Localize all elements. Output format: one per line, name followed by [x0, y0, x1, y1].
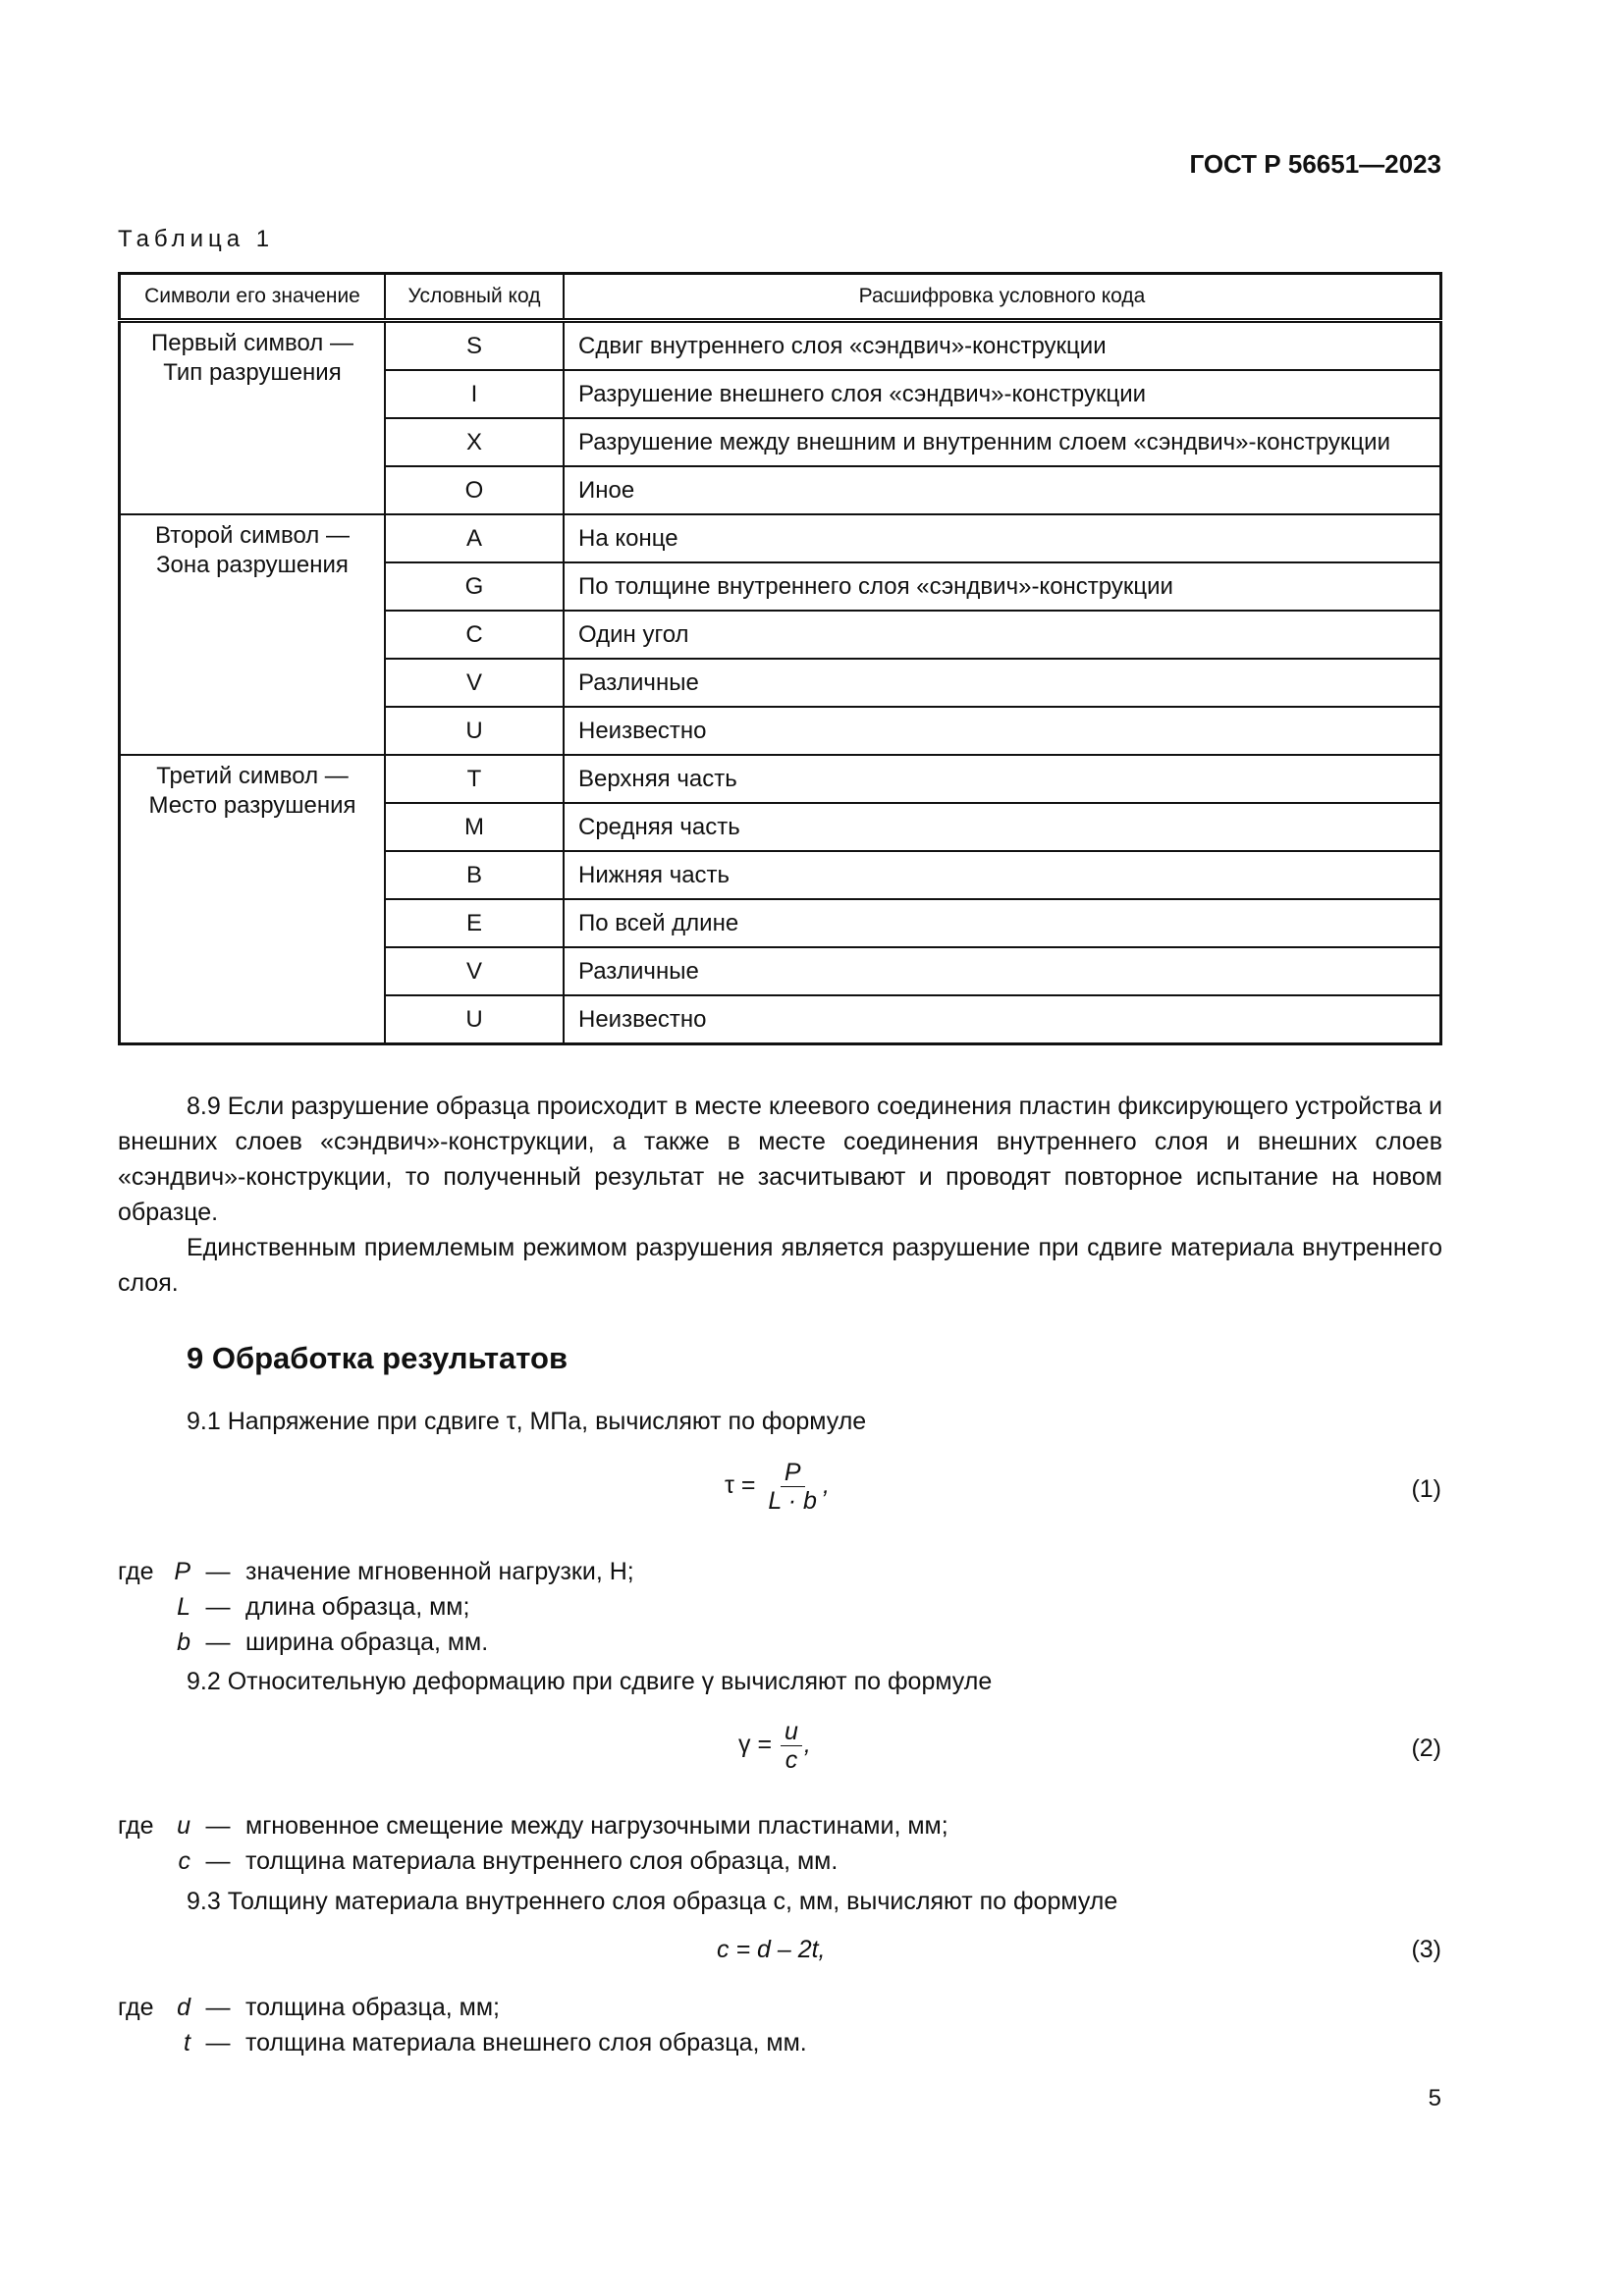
- code-cell: M: [385, 803, 564, 851]
- variable-definition: [118, 1554, 634, 1589]
- variable-description: толщина материала внутреннего слоя образца, мм.: [245, 1847, 839, 1875]
- dash: —: [205, 1593, 231, 1621]
- code-cell: A: [385, 514, 564, 562]
- paragraph-8-9: [118, 1089, 1442, 1301]
- code-cell: B: [385, 851, 564, 899]
- dash: —: [205, 1629, 231, 1656]
- dash: —: [205, 1994, 231, 2021]
- document-code: ГОСТ Р 56651—2023: [1189, 149, 1441, 179]
- table-row: [120, 755, 1441, 803]
- description-cell: Сдвиг внутреннего слоя «сэндвич»-конструкции: [564, 321, 1441, 371]
- where-prefix: где: [118, 1812, 154, 1840]
- column-header: Символи его значение: [120, 274, 386, 321]
- formula-2: [738, 1718, 811, 1774]
- code-cell: I: [385, 370, 564, 418]
- numerator: u: [781, 1718, 802, 1746]
- code-cell: G: [385, 562, 564, 611]
- code-cell: T: [385, 755, 564, 803]
- variable-symbol: L: [177, 1593, 190, 1621]
- description-cell: Один угол: [564, 611, 1441, 659]
- variable-definition: [118, 2025, 807, 2060]
- denominator: L · b: [768, 1487, 817, 1515]
- where-list-2: [118, 1808, 948, 1879]
- symbol-group-label: Второй символ — Зона разрушения: [120, 514, 386, 755]
- formula-1: [725, 1459, 830, 1515]
- formula-lhs: τ =: [725, 1471, 756, 1500]
- table-row: [120, 321, 1441, 371]
- variable-definition: [118, 1625, 634, 1660]
- description-cell: Средняя часть: [564, 803, 1441, 851]
- description-cell: Разрушение между внешним и внутренним слоем «сэндвич»-конструкции: [564, 418, 1441, 466]
- description-cell: Различные: [564, 947, 1441, 995]
- description-cell: По всей длине: [564, 899, 1441, 947]
- equation-number: (3): [1411, 1936, 1441, 1963]
- paragraph-8-9-text: 8.9 Если разрушение образца происходит в месте клеевого соединения пластин фиксирующего устройства и внешних слоев «сэндвич»-конструкции, а также в месте соединения внутреннего слоя и внешних слоев «сэндвич»-конструкции, то полученный результат не засчитывают и проводят повторное испытание на новом образце.: [118, 1093, 1442, 1226]
- code-cell: X: [385, 418, 564, 466]
- code-cell: U: [385, 707, 564, 755]
- code-cell: U: [385, 995, 564, 1044]
- variable-description: значение мгновенной нагрузки, Н;: [245, 1558, 634, 1585]
- code-cell: E: [385, 899, 564, 947]
- formula-comma: ,: [803, 1731, 811, 1759]
- variable-definition: [118, 1589, 634, 1625]
- page-number: 5: [1428, 2085, 1441, 2111]
- code-cell: O: [385, 466, 564, 514]
- paragraph-9-1: 9.1 Напряжение при сдвиге τ, МПа, вычисляют по формуле: [187, 1408, 867, 1435]
- fraction: [764, 1459, 821, 1515]
- code-cell: V: [385, 947, 564, 995]
- variable-definition: [118, 1990, 807, 2025]
- code-cell: S: [385, 321, 564, 371]
- variable-description: мгновенное смещение между нагрузочными пластинами, мм;: [245, 1812, 948, 1840]
- symbol-group-label: Третий символ — Место разрушения: [120, 755, 386, 1044]
- variable-description: ширина образца, мм.: [245, 1629, 489, 1656]
- variable-symbol: d: [177, 1994, 190, 2021]
- variable-description: толщина материала внешнего слоя образца, мм.: [245, 2029, 807, 2056]
- variable-symbol: P: [174, 1558, 190, 1585]
- variable-symbol: t: [184, 2029, 190, 2056]
- paragraph-8-9-note: Единственным приемлемым режимом разрушения является разрушение при сдвиге материала внутреннего слоя.: [118, 1234, 1442, 1297]
- variable-symbol: u: [177, 1812, 190, 1840]
- fraction: [781, 1718, 802, 1774]
- formula-3: c = d – 2t,: [717, 1936, 826, 1963]
- where-prefix: где: [118, 1558, 154, 1585]
- column-header: Расшифровка условного кода: [564, 274, 1441, 321]
- table-header-row: [120, 274, 1441, 321]
- formula-comma: ,: [822, 1471, 830, 1500]
- code-cell: C: [385, 611, 564, 659]
- variable-definition: [118, 1808, 948, 1843]
- table-caption: Таблица 1: [118, 226, 275, 252]
- where-list-1: [118, 1554, 634, 1660]
- description-cell: Нижняя часть: [564, 851, 1441, 899]
- section-heading: 9 Обработка результатов: [187, 1341, 568, 1375]
- variable-definition: [118, 1843, 948, 1879]
- numerator: P: [781, 1459, 805, 1487]
- description-cell: Неизвестно: [564, 707, 1441, 755]
- description-cell: По толщине внутреннего слоя «сэндвич»-конструкции: [564, 562, 1441, 611]
- code-cell: V: [385, 659, 564, 707]
- description-cell: Неизвестно: [564, 995, 1441, 1044]
- dash: —: [205, 1558, 231, 1585]
- description-cell: Иное: [564, 466, 1441, 514]
- variable-description: длина образца, мм;: [245, 1593, 470, 1621]
- description-cell: Различные: [564, 659, 1441, 707]
- formula-lhs: γ =: [738, 1731, 773, 1759]
- description-cell: Верхняя часть: [564, 755, 1441, 803]
- equation-number: (2): [1411, 1735, 1441, 1762]
- variable-symbol: c: [178, 1847, 190, 1875]
- paragraph-9-2: 9.2 Относительную деформацию при сдвиге γ вычисляют по формуле: [187, 1668, 993, 1695]
- equation-number: (1): [1411, 1475, 1441, 1503]
- dash: —: [205, 1812, 231, 1840]
- variable-symbol: b: [177, 1629, 190, 1656]
- where-prefix: где: [118, 1994, 154, 2021]
- failure-code-table: [118, 272, 1442, 1045]
- denominator: c: [785, 1746, 798, 1774]
- table-row: [120, 514, 1441, 562]
- symbol-group-label: Первый символ — Тип разрушения: [120, 321, 386, 515]
- variable-description: толщина образца, мм;: [245, 1994, 500, 2021]
- column-header: Условный код: [385, 274, 564, 321]
- dash: —: [205, 2029, 231, 2056]
- description-cell: На конце: [564, 514, 1441, 562]
- paragraph-9-3: 9.3 Толщину материала внутреннего слоя образца c, мм, вычисляют по формуле: [187, 1888, 1118, 1915]
- dash: —: [205, 1847, 231, 1875]
- where-list-3: [118, 1990, 807, 2060]
- description-cell: Разрушение внешнего слоя «сэндвич»-конструкции: [564, 370, 1441, 418]
